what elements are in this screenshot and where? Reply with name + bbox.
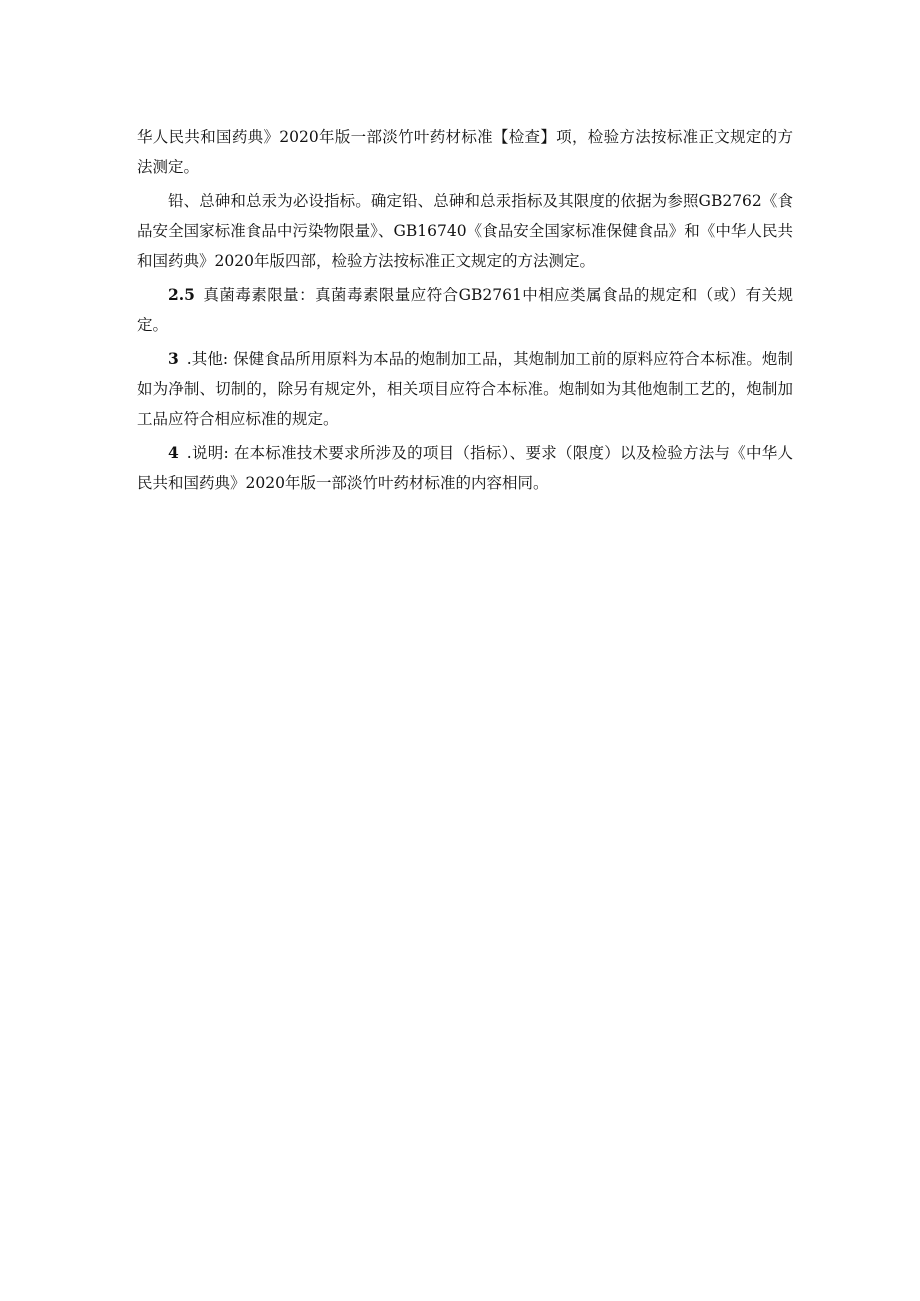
section-number: 3 (168, 349, 179, 368)
paragraph-heavy-metals (137, 186, 793, 276)
paragraph-text: 铅、总砷和总汞为必设指标。确定铅、总砷和总汞指标及其限度的依据为参照GB2762《食品安全国家标准食品中污染物限量》、GB16740《食品安全国家标准保健食品》和《中华人民共和国药典》2020年版四部，检验方法按标准正文规定的方法测定。 (137, 192, 793, 270)
section-number: 2.5 (168, 285, 195, 304)
section-4-note (137, 438, 793, 498)
section-text: 真菌毒素限量：真菌毒素限量应符合GB2761中相应类属食品的规定和（或）有关规定。 (137, 286, 793, 334)
section-number: 4 (168, 443, 179, 462)
section-2-5-mycotoxin (137, 280, 793, 340)
paragraph-text: 华人民共和国药典》2020年版一部淡竹叶药材标准【检查】项，检验方法按标准正文规定的方法测定。 (137, 128, 793, 176)
section-3-other (137, 344, 793, 434)
document-body (137, 122, 793, 502)
section-text: .其他: 保健食品所用原料为本品的炮制加工品，其炮制加工前的原料应符合本标准。炮制如为净制、切制的，除另有规定外，相关项目应符合本标准。炮制如为其他炮制工艺的，炮制加工品应符合相应标准的规定。 (137, 350, 793, 428)
paragraph-continuation (137, 122, 793, 182)
section-text: .说明: 在本标准技术要求所涉及的项目（指标）、要求（限度）以及检验方法与《中华人民共和国药典》2020年版一部淡竹叶药材标准的内容相同。 (137, 444, 793, 492)
